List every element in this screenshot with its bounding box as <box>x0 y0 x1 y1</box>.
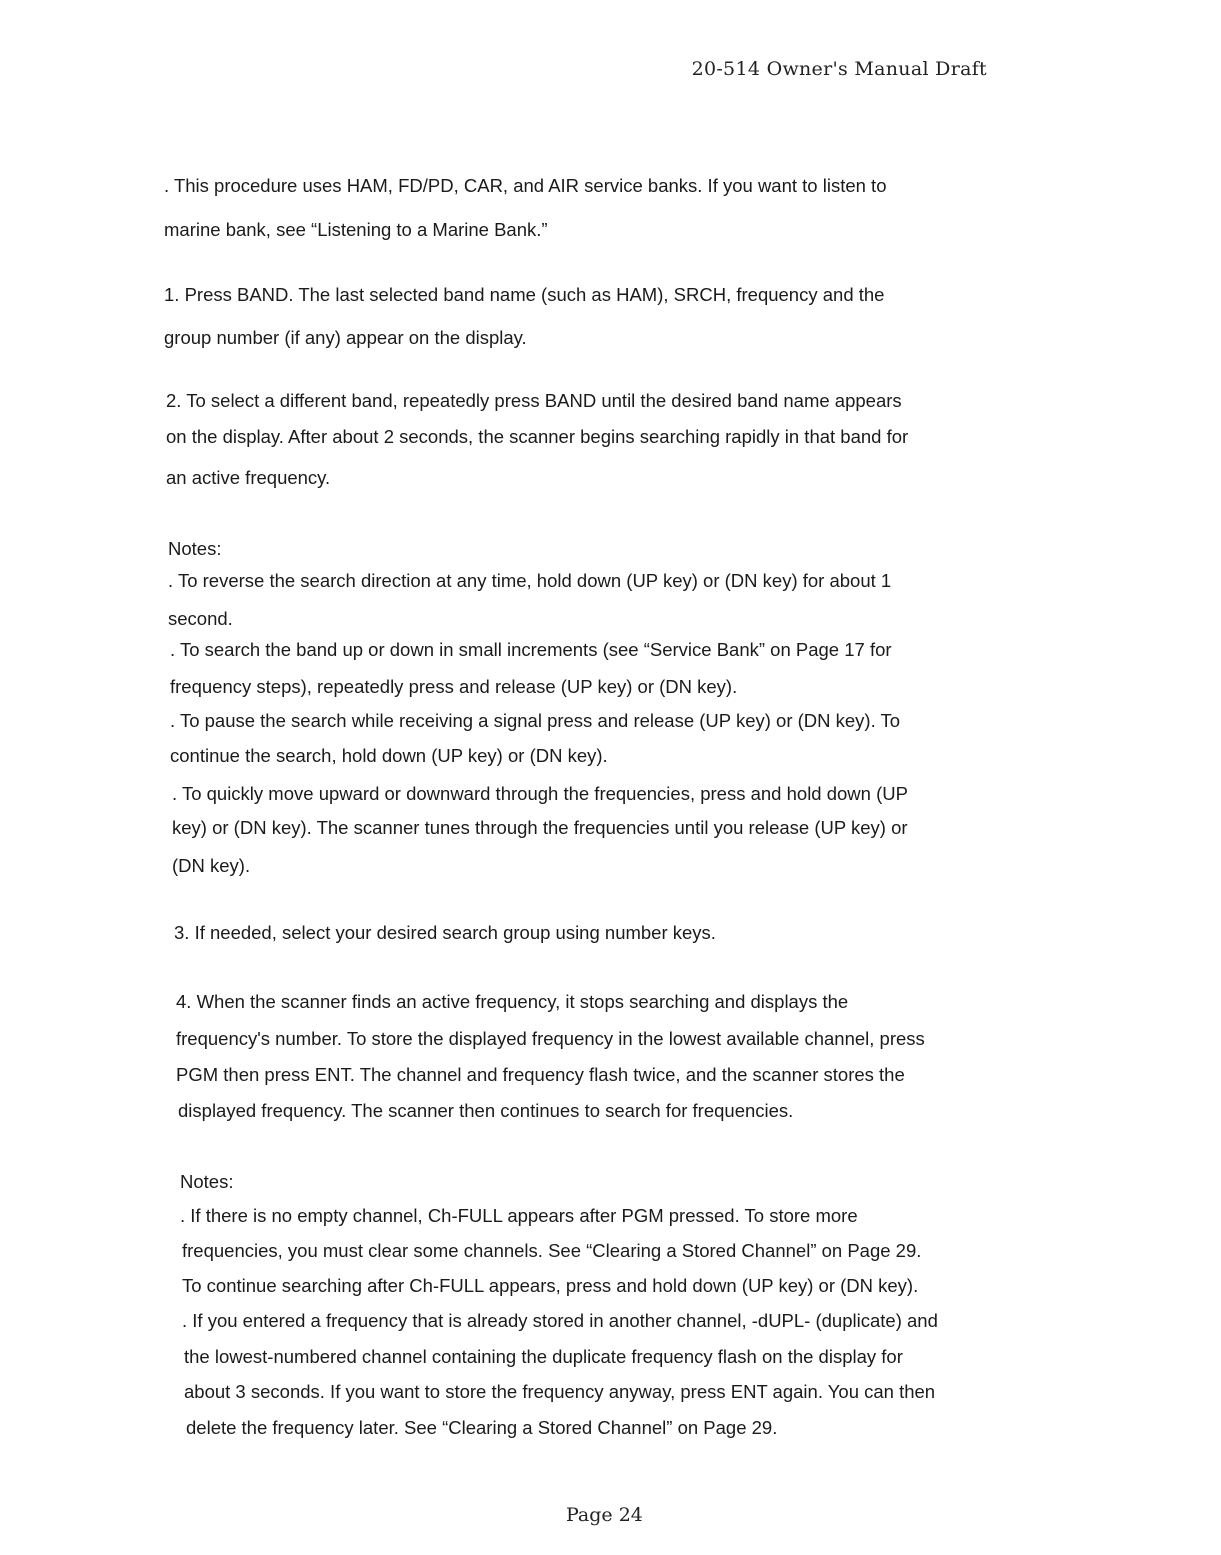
intro-line: . This procedure uses HAM, FD/PD, CAR, and AIR service banks. If you want to listen to <box>164 175 887 196</box>
note-line: frequency steps), repeatedly press and release (UP key) or (DN key). <box>170 676 738 697</box>
note-line: about 3 seconds. If you want to store the frequency anyway, press ENT again. You can then <box>184 1381 936 1402</box>
step-4-line: displayed frequency. The scanner then continues to search for frequencies. <box>178 1100 794 1121</box>
step-3-line: 3. If needed, select your desired search group using number keys. <box>174 922 716 943</box>
step-2-line: 2. To select a different band, repeatedly press BAND until the desired band name appears <box>166 390 902 411</box>
page-header: 20-514 Owner's Manual Draft <box>691 58 987 80</box>
note-line: key) or (DN key). The scanner tunes through the frequencies until you release (UP key) or <box>172 817 908 838</box>
step-4-line: PGM then press ENT. The channel and frequency flash twice, and the scanner stores the <box>176 1064 905 1085</box>
step-2-line: on the display. After about 2 seconds, the scanner begins searching rapidly in that band for <box>166 426 909 447</box>
step-4-line: 4. When the scanner finds an active frequency, it stops searching and displays the <box>176 991 849 1012</box>
note-line: . If you entered a frequency that is already stored in another channel, -dUPL- (duplicate) and <box>182 1310 938 1331</box>
note-line: (DN key). <box>172 855 251 876</box>
note-line: delete the frequency later. See “Clearing a Stored Channel” on Page 29. <box>186 1417 778 1438</box>
note-line: second. <box>168 608 233 629</box>
note-line: frequencies, you must clear some channels. See “Clearing a Stored Channel” on Page 29. <box>182 1240 922 1261</box>
note-line: . To pause the search while receiving a signal press and release (UP key) or (DN key). To <box>170 710 901 731</box>
note-line: . If there is no empty channel, Ch-FULL appears after PGM pressed. To store more <box>180 1205 858 1226</box>
step-4-line: frequency's number. To store the displayed frequency in the lowest available channel, press <box>176 1028 925 1049</box>
note-line: . To reverse the search direction at any time, hold down (UP key) or (DN key) for about 1 <box>168 570 892 591</box>
note-line: . To search the band up or down in small increments (see “Service Bank” on Page 17 for <box>170 639 892 660</box>
intro-line: marine bank, see “Listening to a Marine Bank.” <box>164 219 548 240</box>
notes-heading: Notes: <box>180 1171 234 1192</box>
notes-heading: Notes: <box>168 538 222 559</box>
note-line: continue the search, hold down (UP key) or (DN key). <box>170 745 608 766</box>
step-1-line: 1. Press BAND. The last selected band name (such as HAM), SRCH, frequency and the <box>164 284 885 305</box>
note-line: the lowest-numbered channel containing the duplicate frequency flash on the display for <box>184 1346 903 1367</box>
step-1-line: group number (if any) appear on the display. <box>164 327 527 348</box>
note-line: To continue searching after Ch-FULL appears, press and hold down (UP key) or (DN key). <box>182 1275 919 1296</box>
page-number: Page 24 <box>566 1504 643 1526</box>
step-2-line: an active frequency. <box>166 467 331 488</box>
note-line: . To quickly move upward or downward through the frequencies, press and hold down (UP <box>172 783 908 804</box>
